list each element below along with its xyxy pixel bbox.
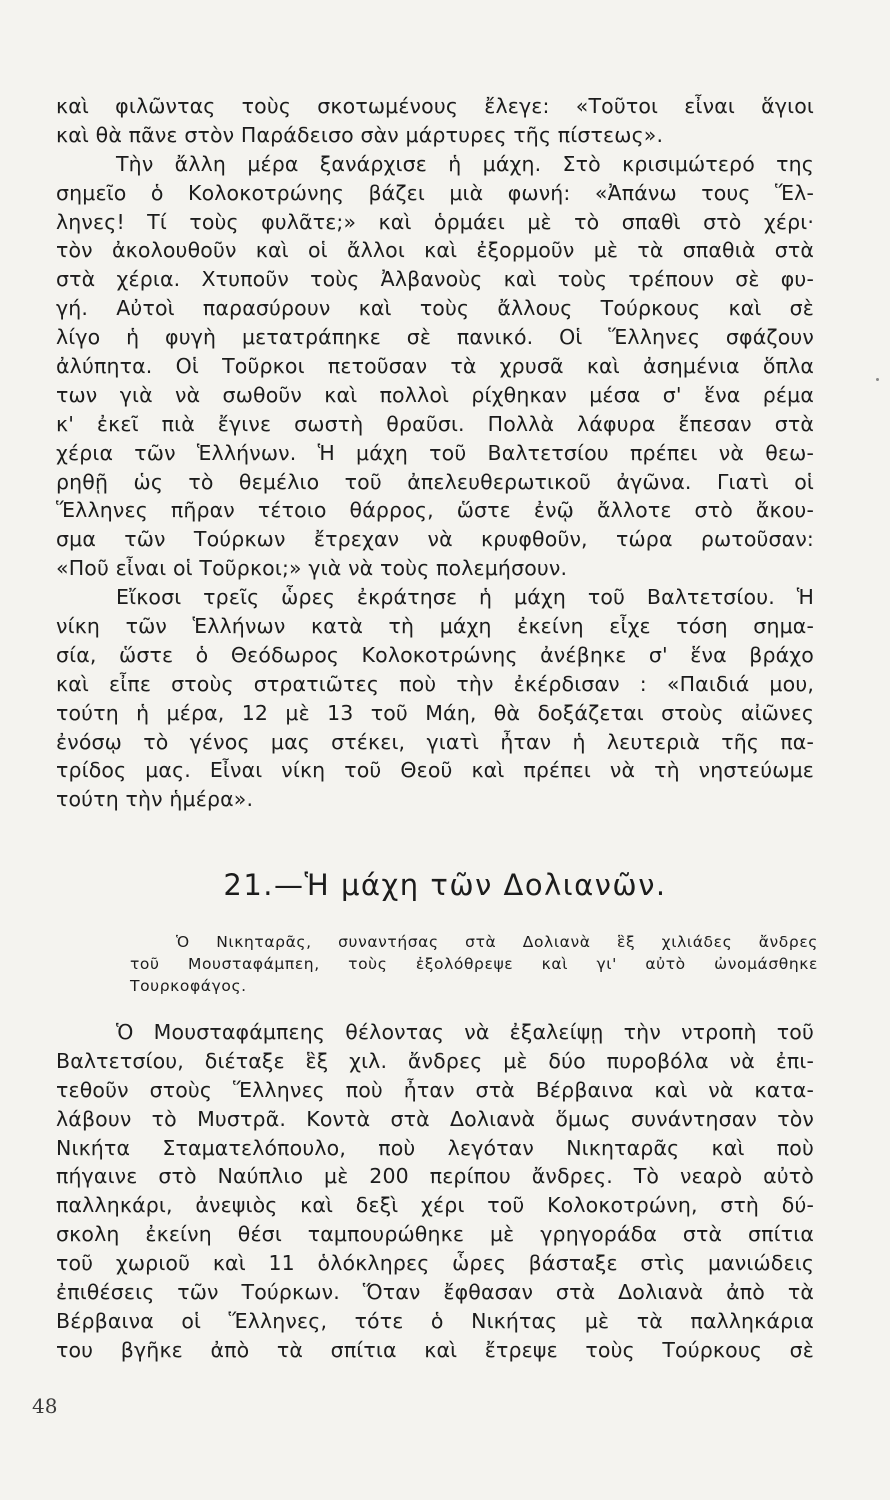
text-line: Νικήτα Σταματελόπουλο, ποὺ λεγόταν Νικηταρᾶς καὶ ποὺ: [56, 1135, 814, 1160]
text-line: σμα τῶν Τούρκων ἔτρεχαν νὰ κρυφθοῦν, τώρα ρωτοῦσαν:: [56, 527, 814, 552]
text-line: Τὴν ἄλλη μέρα ξανάρχισε ἡ μάχη. Στὸ κρισιμώτερό της: [116, 151, 814, 176]
text-line: λάβουν τὸ Μυστρᾶ. Κοντὰ στὰ Δολιανὰ ὅμως συνάντησαν τὸν: [56, 1106, 814, 1131]
text-line: στὰ χέρια. Χτυποῦν τοὺς Ἀλβανοὺς καὶ τοὺς τρέπουν σὲ φυ-: [56, 267, 814, 292]
text-line: τοῦ χωριοῦ καὶ 11 ὁλόκληρες ὧρες βάσταξε στὶς μανιώδεις: [56, 1251, 814, 1276]
text-line: τούτη ἡ μέρα, 12 μὲ 13 τοῦ Μάη, θὰ δοξάζεται στοὺς αἰῶνες: [56, 700, 814, 725]
text-line: του βγῆκε ἀπὸ τὰ σπίτια καὶ ἔτρεψε τοὺς Τούρκους σὲ: [56, 1337, 814, 1362]
text-line: γή. Αὐτοὶ παρασύρουν καὶ τοὺς ἄλλους Τούρκους καὶ σὲ: [56, 296, 814, 321]
text-line: σία, ὥστε ὁ Θεόδωρος Κολοκοτρώνης ἀνέβηκε σ' ἕνα βράχο: [56, 642, 814, 667]
text-line: χέρια τῶν Ἑλλήνων. Ἡ μάχη τοῦ Βαλτετσίου πρέπει νὰ θεω-: [56, 440, 814, 465]
summary-line: Ὁ Νικηταρᾶς, συναντήσας στὰ Δολιανὰ ἓξ χιλιάδες ἄνδρες: [176, 933, 818, 951]
text-line: τὸν ἀκολουθοῦν καὶ οἱ ἄλλοι καὶ ἐξορμοῦν μὲ τὰ σπαθιὰ στὰ: [56, 238, 814, 263]
text-line: λίγο ἡ φυγὴ μετατράπηκε σὲ πανικό. Οἱ Ἕλληνες σφάζουν: [56, 325, 814, 350]
text-line: Εἴκοσι τρεῖς ὧρες ἐκράτησε ἡ μάχη τοῦ Βαλτετσίου. Ἡ: [116, 585, 814, 610]
text-line: τρίδος μας. Εἶναι νίκη τοῦ Θεοῦ καὶ πρέπει νὰ τὴ νηστεύωμε: [56, 758, 814, 783]
text-line: πήγαινε στὸ Ναύπλιο μὲ 200 περίπου ἄνδρες. Τὸ νεαρὸ αὐτὸ: [56, 1164, 814, 1189]
chapter-title: 21.—Ἡ μάχη τῶν Δολιανῶν.: [223, 868, 667, 902]
text-line: ἐνόσῳ τὸ γένος μας στέκει, γιατὶ ἦταν ἡ λευτεριὰ τῆς πα-: [56, 729, 814, 754]
text-line: σκολη ἐκείνη θέσι ταμπουρώθηκε μὲ γρηγοράδα στὰ σπίτια: [56, 1222, 814, 1247]
text-line: Βέρβαινα οἱ Ἕλληνες, τότε ὁ Νικήτας μὲ τὰ παλληκάρια: [56, 1308, 814, 1333]
text-line: ἐπιθέσεις τῶν Τούρκων. Ὅταν ἔφθασαν στὰ Δολιανὰ ἀπὸ τὰ: [56, 1280, 814, 1305]
text-line: παλληκάρι, ἀνεψιὸς καὶ δεξὶ χέρι τοῦ Κολοκοτρώνη, στὴ δύ-: [56, 1193, 814, 1218]
text-line: Ἕλληνες πῆραν τέτοιο θάρρος, ὥστε ἐνῷ ἄλλοτε στὸ ἄκου-: [56, 498, 814, 523]
text-line: τεθοῦν στοὺς Ἕλληνες ποὺ ἦταν στὰ Βέρβαινα καὶ νὰ κατα-: [56, 1077, 814, 1102]
text-line: καὶ εἶπε στοὺς στρατιῶτες ποὺ τὴν ἐκέρδισαν : «Παιδιά μου,: [56, 671, 814, 696]
text-line: καὶ θὰ πᾶνε στὸν Παράδεισο σὰν μάρτυρες τῆς πίστεως».: [56, 122, 664, 147]
body-text-bottom: [56, 1018, 814, 1365]
text-line: των γιὰ νὰ σωθοῦν καὶ πολλοὶ ρίχθηκαν μέσα σ' ἕνα ρέμα: [56, 382, 814, 407]
text-line: νίκη τῶν Ἑλλήνων κατὰ τὴ μάχη ἐκείνη εἶχε τόση σημα-: [56, 614, 814, 639]
text-line: ρηθῇ ὡς τὸ θεμέλιο τοῦ ἀπελευθερωτικοῦ ἀγῶνα. Γιατὶ οἱ: [56, 469, 814, 494]
body-text-top: [56, 92, 814, 814]
text-line: κ' ἐκεῖ πιὰ ἔγινε σωστὴ θραῦσι. Πολλὰ λάφυρα ἔπεσαν στὰ: [56, 411, 814, 436]
text-line: καὶ φιλῶντας τοὺς σκοτωμένους ἔλεγε: «Τοῦτοι εἶναι ἅγιοι: [56, 94, 814, 118]
text-line: Βαλτετσίου, διέταξε ἓξ χιλ. ἄνδρες μὲ δύο πυροβόλα νὰ ἐπι-: [56, 1048, 814, 1073]
chapter-summary: [130, 931, 818, 997]
text-line: ἀλύπητα. Οἱ Τοῦρκοι πετοῦσαν τὰ χρυσᾶ καὶ ἀσημένια ὅπλα: [56, 354, 814, 379]
text-line: τούτη τὴν ἡμέρα».: [56, 787, 254, 812]
page-number: 48: [32, 1394, 58, 1418]
summary-line: τοῦ Μουσταφάμπεη, τοὺς ἐξολόθρεψε καὶ γι' αὐτὸ ὠνομάσθηκε: [130, 955, 818, 973]
text-line: Ὁ Μουσταφάμπεης θέλοντας νὰ ἐξαλείψῃ τὴν ντροπὴ τοῦ: [116, 1020, 814, 1044]
ink-speck: [876, 378, 879, 381]
text-line: «Ποῦ εἶναι οἱ Τοῦρκοι;» γιὰ νὰ τοὺς πολεμήσουν.: [56, 556, 568, 581]
text-line: σημεῖο ὁ Κολοκοτρώνης βάζει μιὰ φωνή: «Ἀπάνω τους Ἕλ-: [56, 180, 814, 205]
text-line: ληνες! Τί τοὺς φυλᾶτε;» καὶ ὁρμάει μὲ τὸ σπαθὶ στὸ χέρι·: [56, 209, 814, 234]
summary-line: Τουρκοφάγος.: [130, 977, 247, 995]
